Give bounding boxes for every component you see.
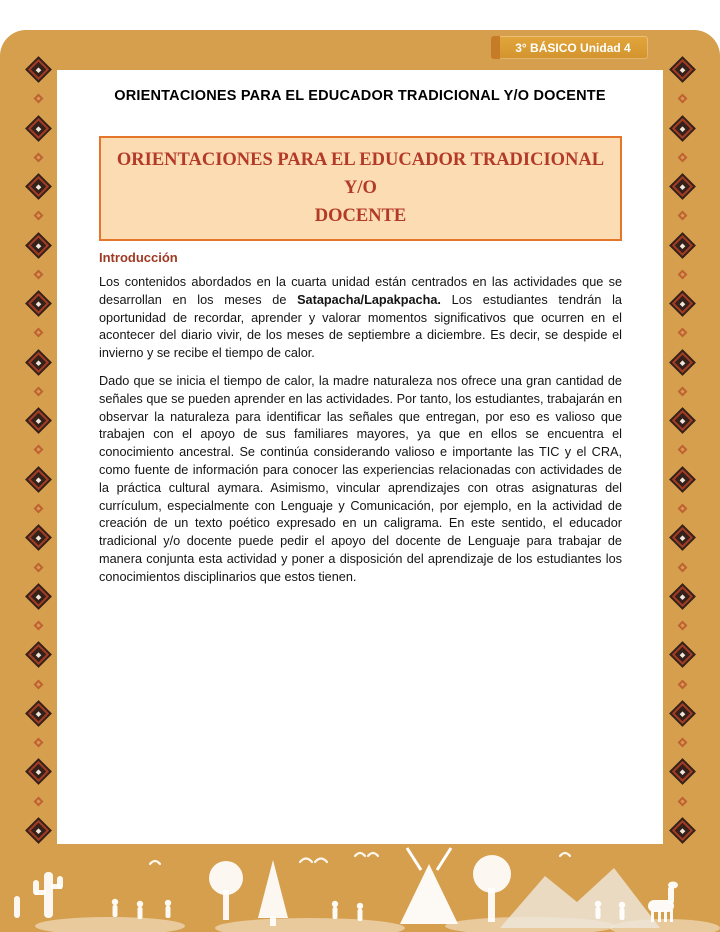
teepee-icon: [400, 848, 458, 924]
ornament-medallion-icon: [674, 589, 690, 605]
andean-ornament-border-right: [670, 64, 694, 836]
ornament-link-icon: [677, 679, 687, 689]
cactus-icon: [14, 872, 63, 918]
ornament-medallion-icon: [674, 471, 690, 487]
ornament-link-icon: [33, 504, 43, 514]
ornament-link-icon: [33, 211, 43, 221]
ornament-medallion-icon: [30, 179, 46, 195]
ornament-medallion-icon: [30, 471, 46, 487]
ornament-medallion-icon: [30, 354, 46, 370]
big-tree-icon: [473, 855, 511, 922]
ornament-medallion-icon: [30, 120, 46, 136]
title-banner: [99, 136, 622, 241]
ornament-link-icon: [677, 152, 687, 162]
ornament-medallion-icon: [674, 706, 690, 722]
ornament-link-icon: [677, 562, 687, 572]
ornament-medallion-icon: [30, 706, 46, 722]
ornament-link-icon: [677, 328, 687, 338]
section-heading: Introducción: [99, 250, 178, 265]
ornament-link-icon: [33, 679, 43, 689]
ornament-medallion-icon: [674, 530, 690, 546]
paragraph-1-bold-term: Satapacha/Lapakpacha.: [297, 292, 441, 307]
andean-ornament-border-left: [26, 64, 50, 836]
ornament-link-icon: [33, 152, 43, 162]
ornament-medallion-icon: [674, 354, 690, 370]
ornament-link-icon: [677, 269, 687, 279]
paragraph-2: Dado que se inicia el tiempo de calor, la madre naturaleza nos ofrece una gran cantidad de señales que se pueden aprender en las actividades. Por tanto, los estudiantes, trabajarán en observar la naturaleza para identificar las señales que entregan, por eso es valioso que trabajen con el apoyo de sus familiares mayores, ya que en ellos se encuentra el conocimiento ancestral. Se continúa considerando valioso e importante las TIC y el CRA, como fuente de información para conocer las experiencias relacionadas con actividades de la práctica cultural aymara. Asimismo, vincular aprendizajes con otras asignaturas del currículum, especialmente con Lenguaje y Comunicación, por ejemplo, en la actividad de creación de un texto poético expresado en un caligrama. En este sentido, el educador tradicional y/o docente puede pedir el apoyo del docente de Lenguaje para trabajar de manera conjunta esta actividad y poner a disposición del aprendizaje de los estudiantes los conocimientos disciplinarios que estos tienen.: [99, 373, 622, 584]
title-banner-line2: DOCENTE: [314, 206, 407, 226]
paragraph-1-text-cont: Los estudiantes tendrán la oportunidad de recordar, aprender y valorar momentos significativos que ocurren en el acontecer del diario vivir, de los meses de septiembre a diciembre. Es decir, se despide el invierno y se recibe el tiempo de calor.: [99, 292, 622, 361]
footer-illustration: [0, 844, 720, 932]
ornament-medallion-icon: [30, 823, 46, 839]
introduction-section: [99, 250, 622, 597]
ornament-medallion-icon: [674, 120, 690, 136]
ornament-link-icon: [33, 796, 43, 806]
ornament-link-icon: [677, 504, 687, 514]
ornament-medallion-icon: [30, 62, 46, 78]
ornament-link-icon: [677, 386, 687, 396]
ornament-medallion-icon: [30, 764, 46, 780]
ornament-medallion-icon: [30, 647, 46, 663]
ornament-medallion-icon: [674, 179, 690, 195]
ornament-link-icon: [677, 738, 687, 748]
ornament-medallion-icon: [30, 589, 46, 605]
ornament-link-icon: [33, 621, 43, 631]
ornament-link-icon: [33, 738, 43, 748]
ornament-link-icon: [33, 269, 43, 279]
ornament-medallion-icon: [674, 62, 690, 78]
ornament-medallion-icon: [674, 647, 690, 663]
ornament-link-icon: [677, 796, 687, 806]
ornament-link-icon: [33, 562, 43, 572]
ornament-link-icon: [677, 621, 687, 631]
ornament-medallion-icon: [674, 823, 690, 839]
document-header: ORIENTACIONES PARA EL EDUCADOR TRADICIONAL Y/O DOCENTE: [114, 88, 606, 104]
ornament-medallion-icon: [30, 296, 46, 312]
title-banner-line1: ORIENTACIONES PARA EL EDUCADOR TRADICIONAL Y/O: [116, 150, 605, 198]
ornament-medallion-icon: [30, 237, 46, 253]
ornament-link-icon: [677, 445, 687, 455]
unit-badge: 3° BÁSICO Unidad 4: [498, 36, 648, 59]
paragraph-1-text: Los contenidos abordados en la cuarta unidad están centrados en las actividades que se desarrollan en los meses de: [99, 275, 622, 307]
ornament-medallion-icon: [30, 413, 46, 429]
ornament-medallion-icon: [30, 530, 46, 546]
ornament-medallion-icon: [674, 296, 690, 312]
ornament-link-icon: [33, 445, 43, 455]
ornament-medallion-icon: [674, 764, 690, 780]
ornament-medallion-icon: [674, 413, 690, 429]
ornament-link-icon: [33, 328, 43, 338]
ornament-medallion-icon: [674, 237, 690, 253]
ornament-link-icon: [677, 94, 687, 104]
ornament-link-icon: [677, 211, 687, 221]
round-tree-icon: [209, 861, 243, 920]
ornament-link-icon: [33, 94, 43, 104]
llama-icon: [648, 882, 678, 923]
mountains-icon: [500, 868, 660, 928]
pine-tree-icon: [258, 860, 288, 926]
paragraph-1: [99, 274, 622, 363]
ornament-link-icon: [33, 386, 43, 396]
